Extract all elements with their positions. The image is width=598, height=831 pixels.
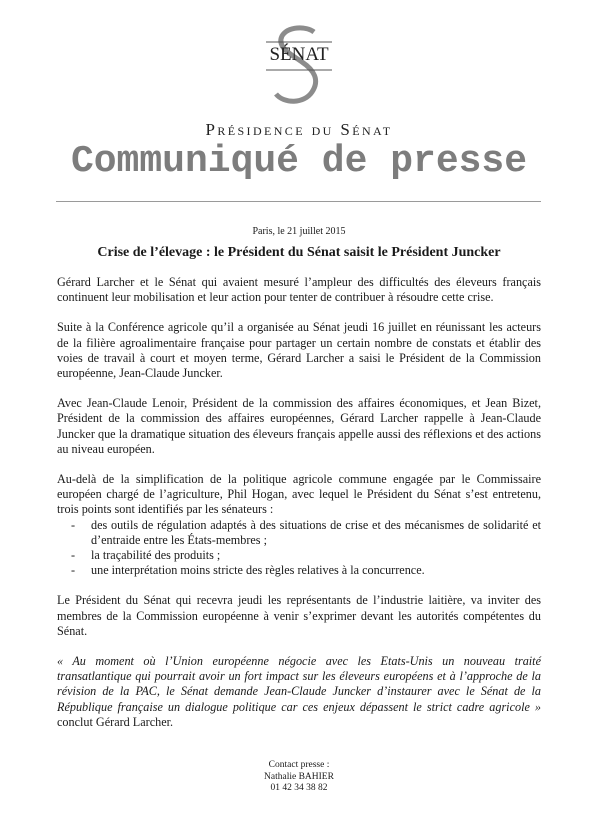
- contact-name: Nathalie BAHIER: [264, 771, 334, 782]
- press-body: [57, 275, 541, 745]
- quote-underlined: Etats-Unis: [380, 654, 433, 669]
- communique-title: Communiqué de presse: [70, 140, 528, 183]
- paragraph: Le Président du Sénat qui recevra jeudi les représentants de l’industrie laitière, va inviter des membres de la Commission européenne à venir s’exprimer devant les autorités compétentes du Sénat.: [57, 593, 541, 638]
- quote-before: « Au moment où l’Union européenne négocie avec les: [57, 654, 381, 669]
- paragraph: Au-delà de la simplification de la politique agricole commune engagée par le Commissaire européen chargé de l’agriculture, Phil Hogan, avec lequel le Président du Sénat s’est entretenu, trois points sont identifiés par les sénateurs :: [57, 472, 541, 517]
- list-item: - une interprétation moins stricte des règles relatives à la concurrence.: [91, 563, 541, 578]
- logo-text: SÉNAT: [269, 44, 329, 65]
- quote-paragraph: [57, 654, 541, 730]
- paragraph: Suite à la Conférence agricole qu’il a organisée au Sénat jeudi 16 juillet en réunissant les acteurs de la filière agroalimentaire française pour partager un certain nombre de constats et établir des voies de travail à court et moyen terme, Gérard Larcher a saisi le Président de la Commission européenne, Jean-Claude Juncker.: [57, 320, 541, 381]
- contact-phone: 01 42 34 38 82: [270, 783, 328, 793]
- presidence-heading: Présidence du Sénat: [205, 120, 393, 139]
- list-item: - la traçabilité des produits ;: [91, 548, 541, 563]
- quote-after: un nouveau traité transatlantique qui pourrait avoir un fort impact sur les éleveurs européens et à l’approche de la révision de la PAC, le Sénat demande Jean-Claude Juncker d’instaurer avec le Sénat de la République française un dialogue politique car ces enjeux dépassent le strict cadre agricole »: [57, 654, 541, 714]
- press-headline: Crise de l’élevage : le Président du Sénat saisit le Président Juncker: [97, 245, 501, 260]
- list-item: - des outils de régulation adaptés à des situations de crise et des mécanismes de solidarité et d’entraide entre les États-membres ;: [91, 518, 541, 548]
- paragraph: Avec Jean-Claude Lenoir, Président de la commission des affaires économiques, et Jean Bizet, Président de la commission des affaires européennes, Gérard Larcher rappelle à Jean-Claude Juncker que la dramatique situation des éleveurs français appelle aussi des réflexions et des actions au niveau européen.: [57, 396, 541, 456]
- contact-block: [0, 760, 598, 795]
- paragraph: Gérard Larcher et le Sénat qui avaient mesuré l’ampleur des difficultés des éleveurs français continuent leur mobilisation et leur action pour tenter de contribuer à résoudre cette crise.: [57, 275, 541, 305]
- contact-label: Contact presse :: [268, 760, 330, 770]
- senat-logo: [262, 24, 336, 110]
- senat-s-emblem-icon: [262, 24, 336, 110]
- points-list: [57, 518, 541, 579]
- quote-tail: conclut Gérard Larcher.: [57, 714, 174, 729]
- header-divider: [56, 201, 541, 202]
- press-date: Paris, le 21 juillet 2015: [252, 226, 346, 237]
